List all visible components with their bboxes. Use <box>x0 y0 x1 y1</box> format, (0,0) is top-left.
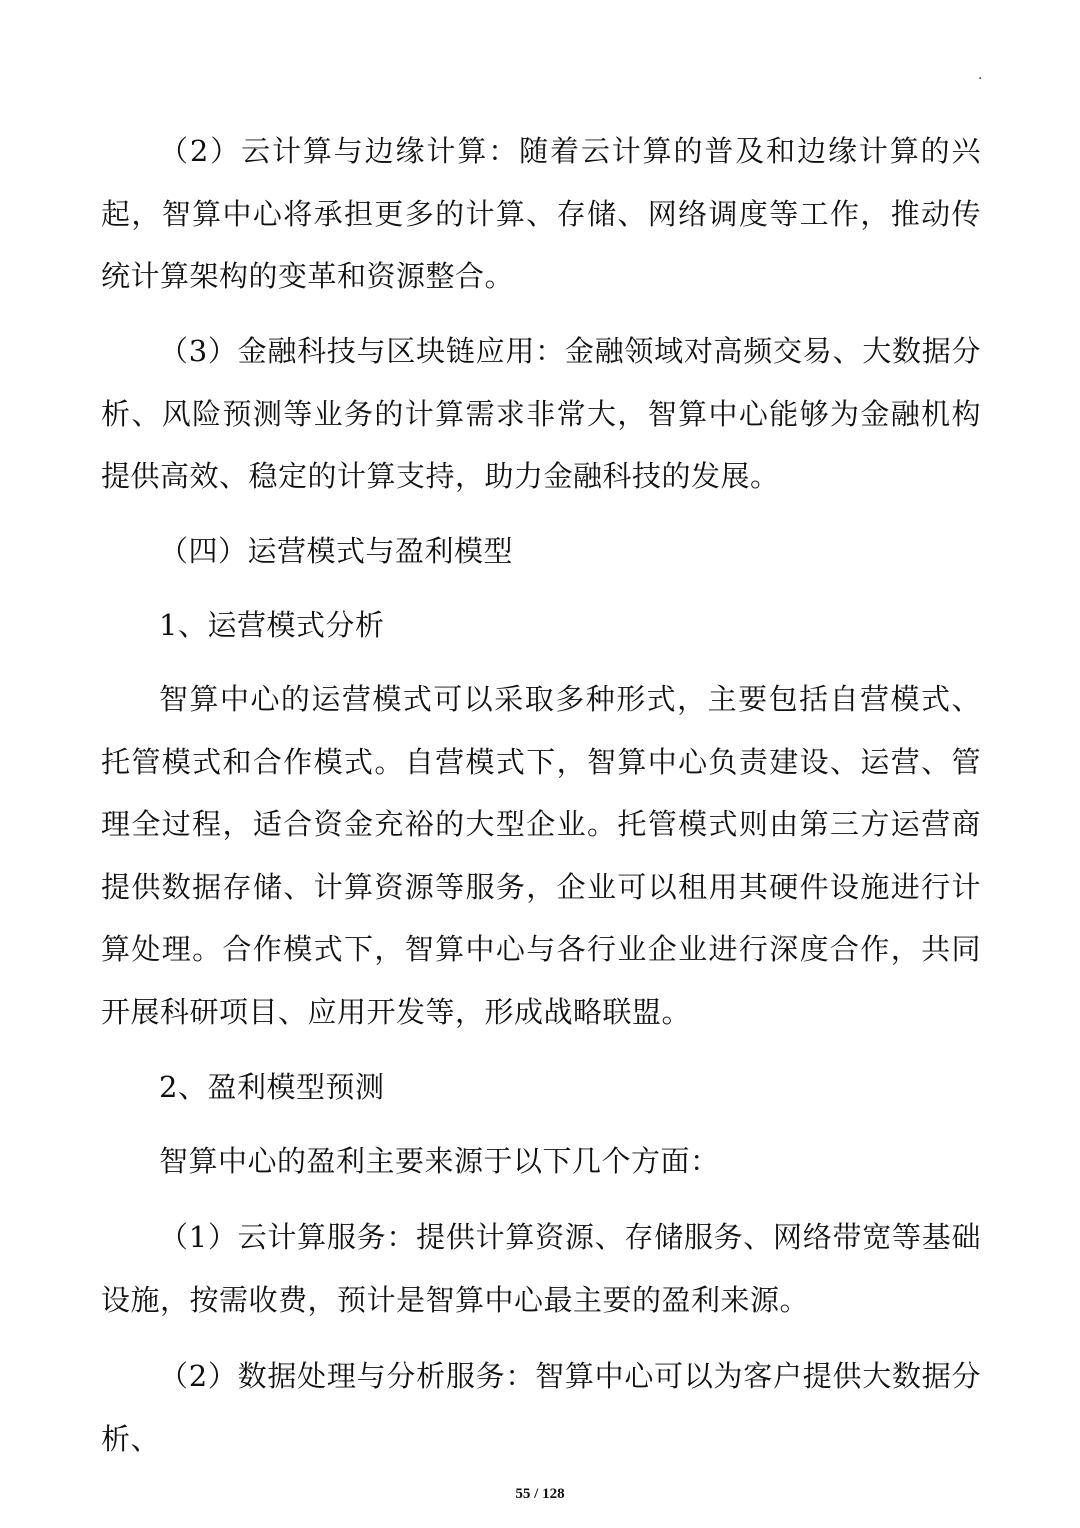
corner-dot-mark: · <box>978 71 983 87</box>
paragraph-cloud-edge: （2）云计算与边缘计算：随着云计算的普及和边缘计算的兴起，智算中心将承担更多的计算、存储、网络调度等工作，推动传统计算架构的变革和资源整合。 <box>101 134 981 293</box>
paragraph-data-processing: （2）数据处理与分析服务：智算中心可以为客户提供大数据分析、 <box>101 1359 981 1456</box>
paragraph-operation-modes: 智算中心的运营模式可以采取多种形式，主要包括自营模式、托管模式和合作模式。自营模式下，智算中心负责建设、运营、管理全过程，适合资金充裕的大型企业。托管模式则由第三方运营商提供数据存储、计算资源等服务，企业可以租用其硬件设施进行计算处理。合作模式下，智算中心与各行业企业进行深度合作，共同开展科研项目、应用开发等，形成战略联盟。 <box>101 682 981 1029</box>
section-heading-operation-profit: （四）运营模式与盈利模型 <box>159 534 514 568</box>
page-number: 55 / 128 <box>515 1486 565 1502</box>
subheading-profit-forecast: 2、盈利模型预测 <box>159 1070 385 1104</box>
paragraph-cloud-services: （1）云计算服务：提供计算资源、存储服务、网络带宽等基础设施，按需收费，预计是智算中心最主要的盈利来源。 <box>101 1220 981 1317</box>
paragraph-profit-sources-intro: 智算中心的盈利主要来源于以下几个方面： <box>159 1144 720 1178</box>
subheading-operation-analysis: 1、运营模式分析 <box>159 608 385 642</box>
paragraph-fintech-blockchain: （3）金融科技与区块链应用：金融领域对高频交易、大数据分析、风险预测等业务的计算需求非常大，智算中心能够为金融机构提供高效、稳定的计算支持，助力金融科技的发展。 <box>101 334 981 493</box>
